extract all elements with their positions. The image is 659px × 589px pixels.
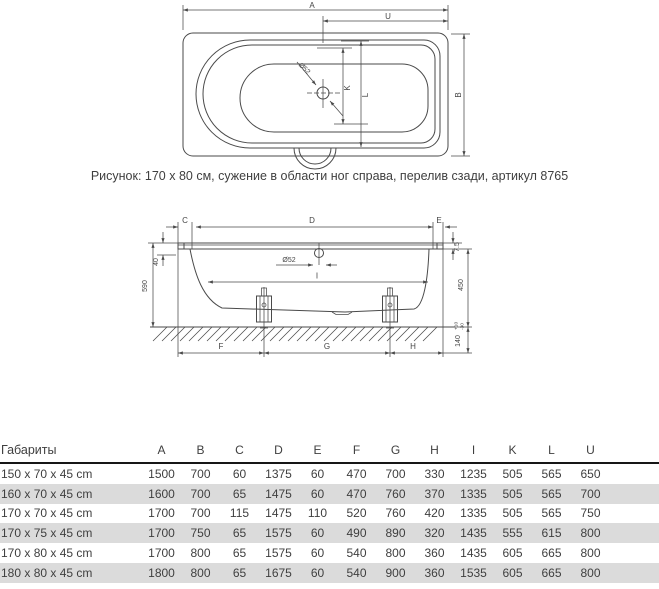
- cell: 700: [190, 466, 211, 481]
- cell: 1800: [148, 565, 175, 580]
- cell: 650: [580, 466, 601, 481]
- column-header-h: H: [415, 443, 454, 463]
- dim-label-inner-depth: 450: [458, 279, 465, 291]
- cell: 505: [502, 466, 523, 481]
- dim-label-h: H: [410, 342, 416, 351]
- cell: 60: [310, 486, 325, 501]
- column-header-b: B: [181, 443, 220, 463]
- column-header-l: L: [532, 443, 571, 463]
- column-header-k: K: [493, 443, 532, 463]
- cell: 60: [310, 526, 325, 541]
- size-label: 170 x 80 x 45 cm: [1, 546, 93, 561]
- table-row: [0, 484, 659, 504]
- dim-label-total-height: 590: [142, 280, 149, 292]
- dim-label-d: D: [309, 216, 315, 225]
- cell: 665: [541, 565, 562, 580]
- dim-a: [183, 5, 448, 30]
- dim-label-a: A: [309, 1, 315, 10]
- dim-label-c: C: [182, 216, 188, 225]
- cell: 65: [232, 565, 247, 580]
- cell: 1700: [148, 546, 175, 561]
- column-header-g: G: [376, 443, 415, 463]
- cell-spacer: [610, 463, 659, 484]
- column-header-c: C: [220, 443, 259, 463]
- dim-cde: [166, 222, 457, 357]
- size-label: 150 x 70 x 45 cm: [1, 466, 93, 481]
- figure-caption: Рисунок: 170 x 80 см, сужение в области ног справа, перелив сзади, артикул 8765: [90, 169, 569, 183]
- dim-label-k: K: [343, 85, 352, 91]
- cell: 65: [232, 486, 247, 501]
- tub-flange-outline: [183, 33, 448, 156]
- side-view: [142, 216, 472, 357]
- cell: 1435: [460, 526, 487, 541]
- cell: 555: [502, 526, 523, 541]
- rim-bar: [178, 243, 443, 249]
- cell: 1235: [460, 466, 487, 481]
- cell: 520: [346, 506, 367, 521]
- dim-label-u: U: [385, 12, 391, 21]
- dim-label-foot-height: 140: [455, 335, 462, 347]
- cell: 1535: [460, 565, 487, 580]
- cell: 360: [424, 565, 445, 580]
- table-row: [0, 563, 659, 583]
- cell: 1435: [460, 546, 487, 561]
- cell: 360: [424, 546, 445, 561]
- cell: 65: [232, 526, 247, 541]
- dim-label-f: F: [218, 342, 224, 351]
- cell-spacer: [610, 563, 659, 583]
- cell: 1335: [460, 506, 487, 521]
- cell: 1375: [265, 466, 292, 481]
- cell-spacer: [610, 504, 659, 524]
- dimensions-table: [0, 443, 659, 583]
- cell-spacer: [610, 523, 659, 543]
- column-header-d: D: [259, 443, 298, 463]
- cell: 800: [580, 526, 601, 541]
- cell: 800: [580, 546, 601, 561]
- cell: 60: [310, 466, 325, 481]
- cell: 700: [190, 506, 211, 521]
- column-header-e: E: [298, 443, 337, 463]
- foot-left: [257, 287, 272, 357]
- cell: 1575: [265, 526, 292, 541]
- cell: 890: [385, 526, 406, 541]
- cell: 565: [541, 506, 562, 521]
- cell: 470: [346, 466, 367, 481]
- dim-label-b: B: [454, 92, 463, 98]
- cell: 750: [190, 526, 211, 541]
- cell: 800: [385, 546, 406, 561]
- cell: 800: [580, 565, 601, 580]
- column-header-a: A: [142, 443, 181, 463]
- column-header-u: U: [571, 443, 610, 463]
- cell: 115: [229, 506, 250, 521]
- dimensions-table-wrap: [0, 443, 659, 583]
- cell: 800: [190, 546, 211, 561]
- cell: 1600: [148, 486, 175, 501]
- cell: 1500: [148, 466, 175, 481]
- top-view: [183, 1, 470, 169]
- foot-right: [383, 287, 398, 357]
- tub-rim-inner: [203, 45, 435, 143]
- cell: 470: [346, 486, 367, 501]
- cell: 1475: [265, 486, 292, 501]
- cell: 565: [541, 486, 562, 501]
- cell: 700: [190, 486, 211, 501]
- cell: 320: [424, 526, 445, 541]
- cell: 700: [385, 466, 406, 481]
- dim-label-rim-drop: 40: [153, 258, 160, 266]
- size-label: 160 x 70 x 45 cm: [1, 486, 93, 501]
- column-header-f: F: [337, 443, 376, 463]
- cell: 760: [385, 486, 406, 501]
- cell: 540: [346, 565, 367, 580]
- dim-label-foot-tol-plus: +10: [454, 321, 460, 330]
- dim-label-drain-diameter-side: Ø52: [282, 257, 296, 264]
- cell: 605: [502, 565, 523, 580]
- cell-spacer: [610, 543, 659, 563]
- header-spacer: [610, 443, 659, 463]
- cell: 1575: [265, 546, 292, 561]
- cell: 800: [190, 565, 211, 580]
- dim-label-l: L: [361, 92, 370, 98]
- cell: 540: [346, 546, 367, 561]
- cell: 605: [502, 546, 523, 561]
- table-row: [0, 543, 659, 563]
- table-header-row: [0, 443, 659, 463]
- size-label: 170 x 75 x 45 cm: [1, 526, 93, 541]
- cell: 1675: [265, 565, 292, 580]
- cell: 420: [424, 506, 445, 521]
- cell: 900: [385, 565, 406, 580]
- dim-label-g: G: [323, 342, 331, 351]
- cell: 505: [502, 486, 523, 501]
- cell: 1335: [460, 486, 487, 501]
- cell: 330: [424, 466, 445, 481]
- dim-label-apron-thickness: 7.5: [454, 242, 461, 252]
- cell: 490: [346, 526, 367, 541]
- table-row: [0, 504, 659, 524]
- cell: 60: [232, 466, 247, 481]
- cell-spacer: [610, 484, 659, 504]
- cell: 750: [580, 506, 601, 521]
- dim-450: [430, 249, 472, 327]
- tub-profile: [190, 249, 429, 312]
- dim-label-foot-tol-minus: -30: [460, 323, 466, 330]
- cell: 60: [310, 546, 325, 561]
- cell: 615: [541, 526, 562, 541]
- tub-basin-outline: [240, 61, 428, 132]
- dim-label-drain-diameter-top: Ø52: [296, 61, 312, 77]
- cell: 505: [502, 506, 523, 521]
- column-header-i: I: [454, 443, 493, 463]
- cell: 110: [307, 506, 328, 521]
- size-label: 170 x 70 x 45 cm: [1, 506, 93, 521]
- table-row: [0, 523, 659, 543]
- cell: 665: [541, 546, 562, 561]
- cell: 565: [541, 466, 562, 481]
- cell: 370: [424, 486, 445, 501]
- cell: 760: [385, 506, 406, 521]
- cell: 700: [580, 486, 601, 501]
- table-row: [0, 463, 659, 484]
- table-title: Габариты: [0, 443, 142, 463]
- cell: 1475: [265, 506, 292, 521]
- overflow-arcs: [294, 148, 336, 169]
- cell: 60: [310, 565, 325, 580]
- cell: 65: [232, 546, 247, 561]
- size-label: 180 x 80 x 45 cm: [1, 565, 93, 580]
- cell: 1700: [148, 506, 175, 521]
- dim-label-i: I: [315, 271, 319, 281]
- cell: 1700: [148, 526, 175, 541]
- floor-hatch: [150, 327, 455, 341]
- dim-label-e: E: [436, 216, 442, 225]
